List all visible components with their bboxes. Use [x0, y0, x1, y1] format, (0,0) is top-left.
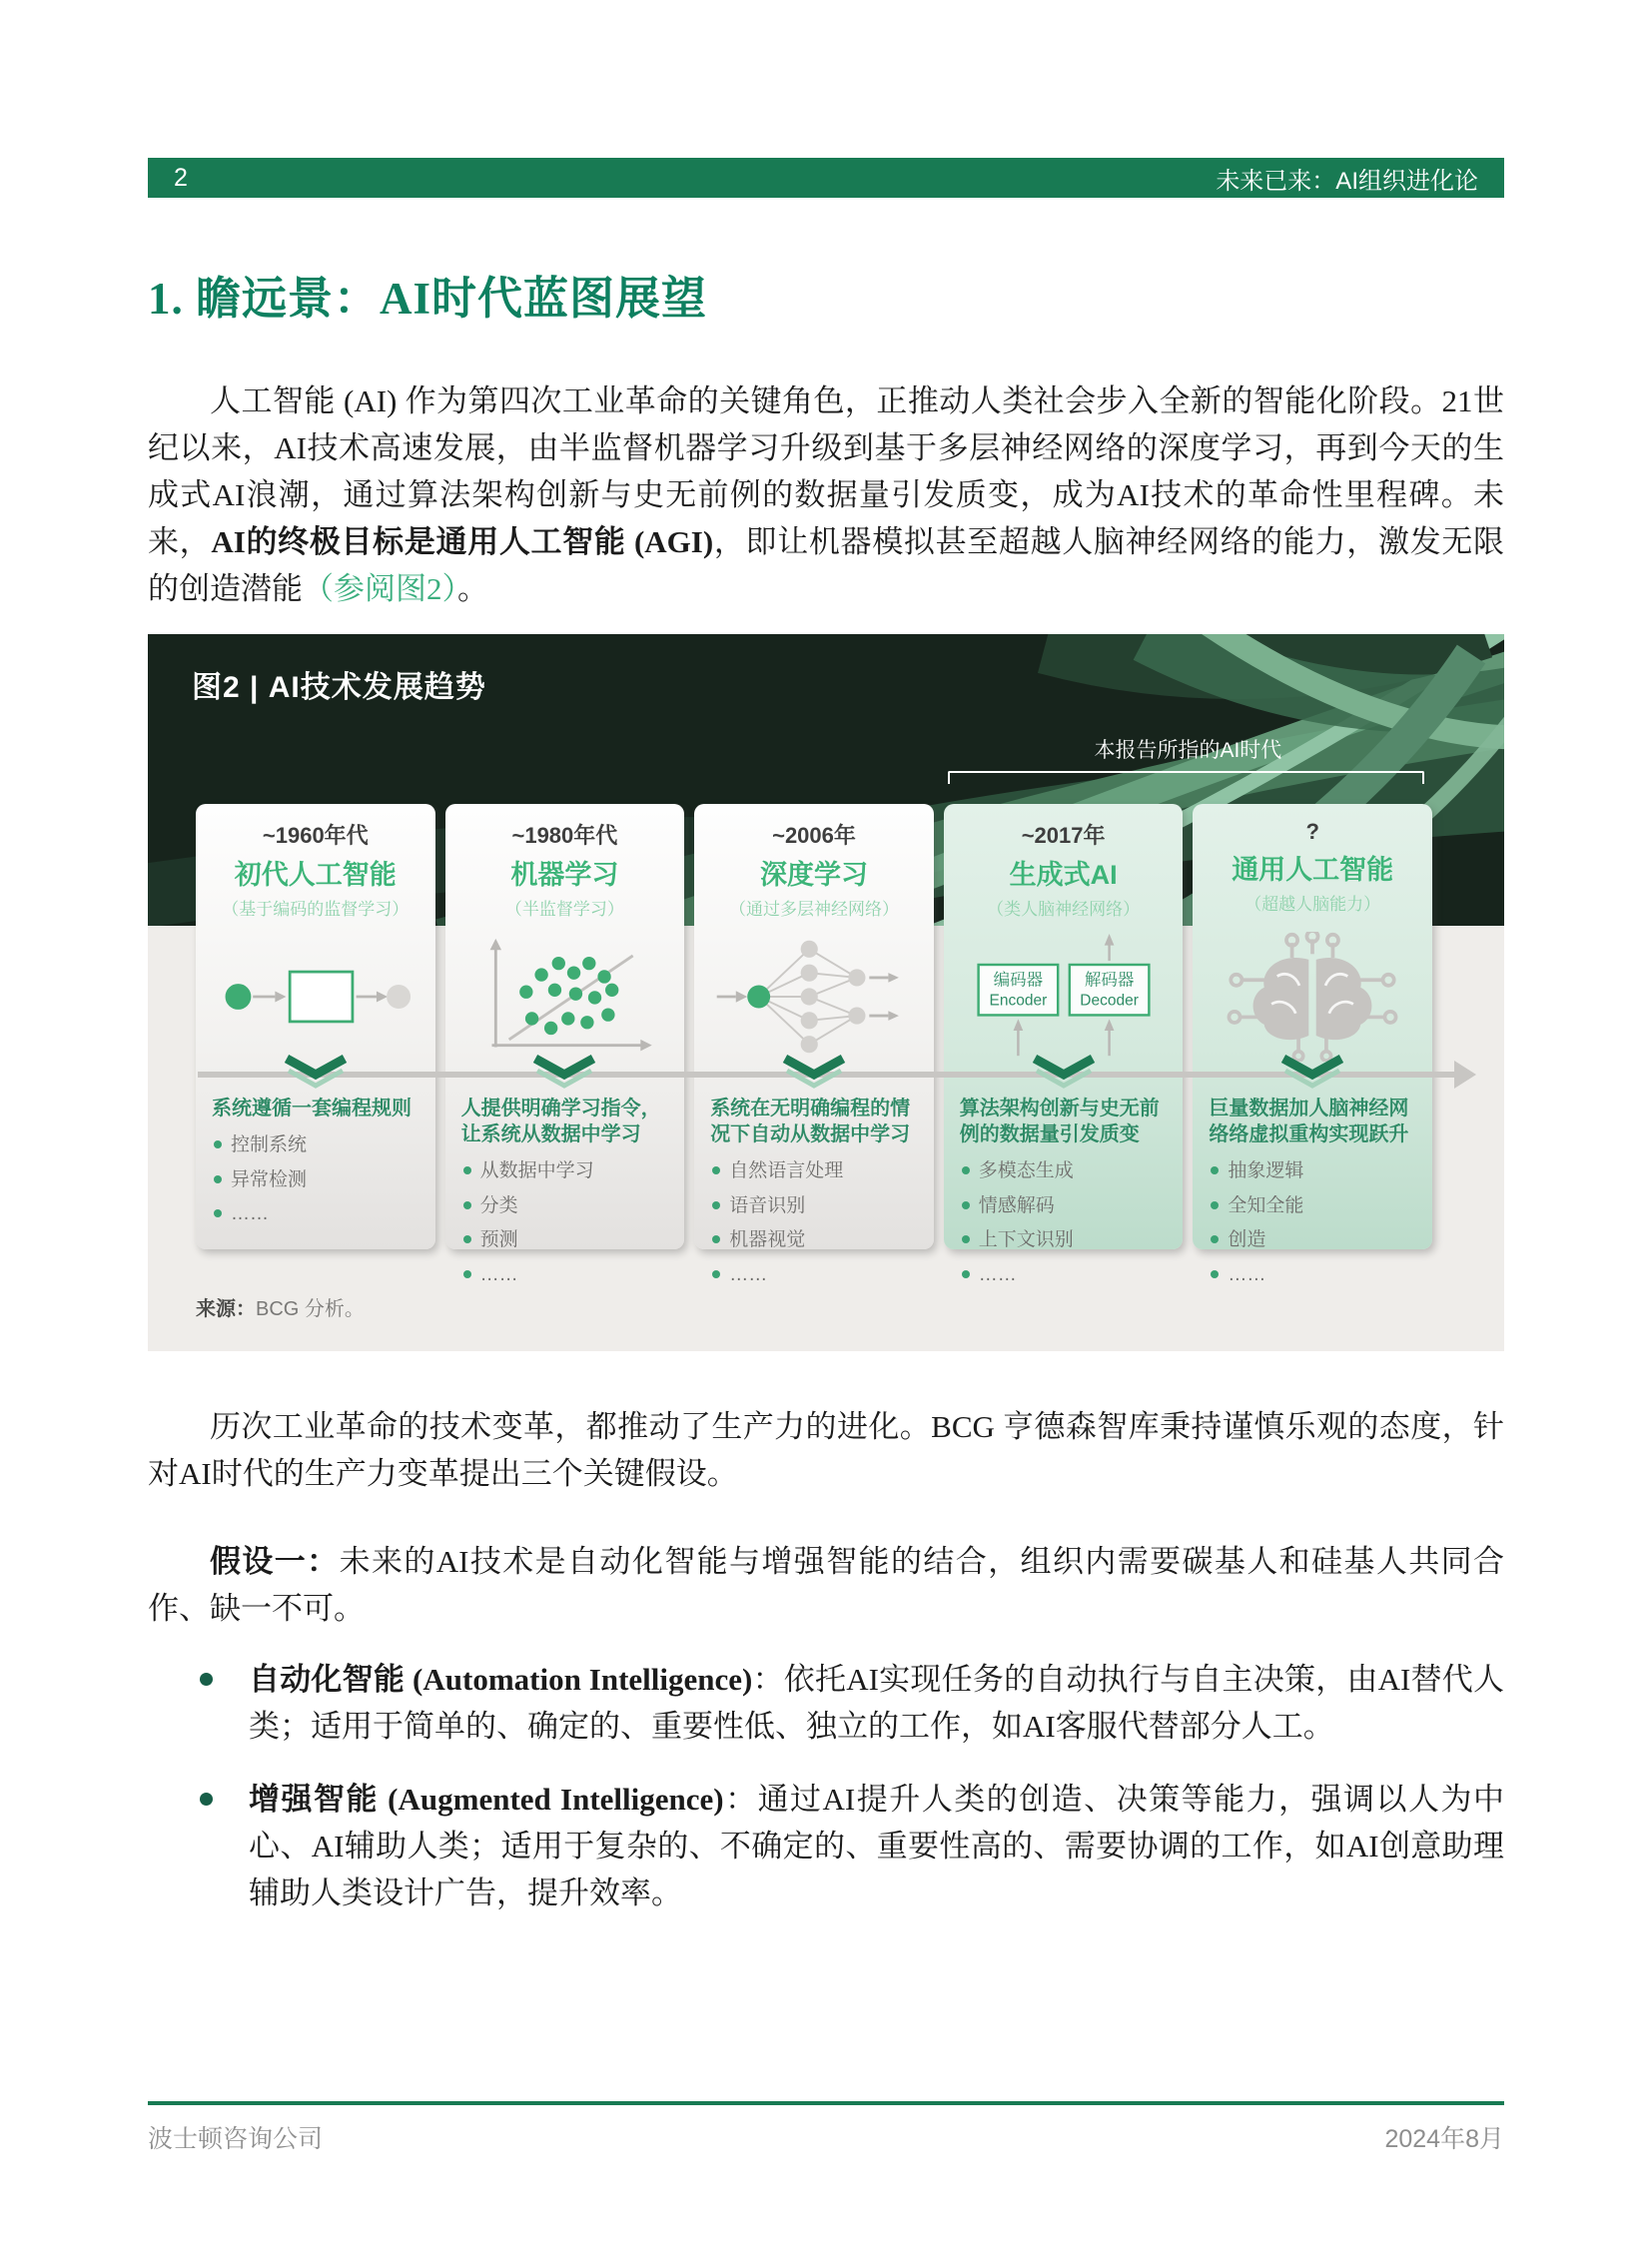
card-bullet	[960, 1261, 1170, 1289]
card-subtitle: （类人脑神经网络）	[987, 900, 1141, 920]
card-bullet	[461, 1192, 671, 1220]
encoder-label-en: Encoder	[989, 993, 1047, 1011]
neural-network-icon	[709, 935, 919, 1059]
card-date: ~1980年代	[511, 823, 618, 849]
bullet-dot-icon	[463, 1235, 471, 1243]
card-machine-learning	[445, 804, 685, 1285]
chevron-down-icon	[1031, 1055, 1097, 1091]
card-description: 算法架构创新与史无前例的数据量引发质变	[959, 1098, 1160, 1146]
card-description: 系统在无明确编程的情况下自动从数据中学习	[710, 1098, 911, 1146]
card-bullet-text: ……	[231, 1203, 269, 1225]
chevron-down-icon	[1279, 1055, 1345, 1091]
card-icon-wrap	[944, 924, 1184, 1070]
card-bullet-text: 机器视觉	[729, 1229, 806, 1251]
bullet-dot-icon	[712, 1166, 720, 1174]
card-bullet-text: 控制系统	[231, 1134, 308, 1156]
bullet-dot-icon	[214, 1209, 222, 1217]
page-number: 2	[174, 163, 188, 192]
card-date: ~2017年	[1021, 823, 1106, 849]
card-bullet	[1209, 1226, 1418, 1254]
chevron-down-icon	[781, 1055, 847, 1091]
card-bullet	[710, 1226, 920, 1254]
card-agi	[1193, 804, 1432, 1285]
list-item-text	[249, 1656, 1504, 1750]
card-date: ~1960年代	[262, 823, 369, 849]
card-bullet-text: ……	[729, 1263, 768, 1285]
chevron-down-icon	[531, 1055, 597, 1091]
card-head	[196, 804, 435, 924]
card-bullet-list	[1209, 1157, 1418, 1288]
card-bullet	[212, 1131, 421, 1159]
page-footer	[148, 2101, 1504, 2155]
card-icon-wrap	[445, 924, 685, 1070]
card-bullet	[212, 1166, 421, 1194]
card-bullet-list	[710, 1157, 920, 1288]
bullet-dot-icon	[200, 1793, 213, 1806]
card-bullet	[461, 1261, 671, 1289]
card-head	[1193, 804, 1432, 924]
card-bullet-list	[212, 1131, 421, 1228]
bullet-dot-icon	[1211, 1201, 1219, 1209]
era-annotation-row	[196, 734, 1432, 784]
card-early-ai	[196, 804, 435, 1249]
bullet-dot-icon	[1211, 1235, 1219, 1243]
bullet-dot-icon	[214, 1140, 222, 1148]
card-bullet	[461, 1226, 671, 1254]
figure-title: 图2 | AI技术发展趋势	[192, 671, 486, 705]
card-bullet-text: 全知全能	[1228, 1194, 1304, 1216]
text-run: 。	[457, 571, 488, 607]
card-description: 人提供明确学习指令，让系统从数据中学习	[460, 1098, 661, 1146]
card-icon-wrap	[196, 924, 435, 1070]
figure-2	[148, 634, 1504, 1351]
bullet-dot-icon	[962, 1201, 970, 1209]
body-paragraph-hypothesis	[148, 1538, 1504, 1632]
bullet-dot-icon	[962, 1235, 970, 1243]
card-subtitle: （基于编码的监督学习）	[222, 900, 410, 920]
card-bullet-list	[461, 1157, 671, 1288]
card-icon-wrap	[1193, 924, 1432, 1070]
list-item-automation-intelligence	[200, 1656, 1504, 1750]
card-title: 深度学习	[759, 860, 868, 891]
card-bullet	[1209, 1192, 1418, 1220]
bullet-dot-icon	[463, 1270, 471, 1278]
bullet-dot-icon	[463, 1166, 471, 1174]
card-bullet-text: 分类	[479, 1194, 518, 1216]
text-run: ：依托AI实现任务的自动执行与自主决策，由AI替代人类；适用于简单的、确定的、重要性低、独立的工作，如AI客服代替部分人工。	[249, 1661, 1505, 1744]
text-run: ：通过AI提升人类的创造、决策等能力，强调以人为中心、AI辅助人类；适用于复杂的、不确定的、重要性高的、需要协调的工作，如AI创意助理辅助人类设计广告，提升效率。	[249, 1781, 1504, 1911]
body-paragraph-2	[148, 1403, 1504, 1497]
era-label: 本报告所指的AI时代	[1094, 739, 1282, 763]
card-icon-wrap	[694, 924, 934, 1070]
card-bullet-text: 创造	[1228, 1229, 1266, 1251]
card-description: 系统遵循一套编程规则	[212, 1098, 412, 1120]
decoder-label-cn: 解码器	[1084, 971, 1134, 990]
list-item-text	[249, 1776, 1504, 1916]
card-bullet	[960, 1157, 1170, 1185]
chevron-down-icon	[283, 1055, 349, 1091]
bullet-dot-icon	[962, 1166, 970, 1174]
card-bullet-text: 抽象逻辑	[1228, 1160, 1304, 1182]
card-head	[445, 804, 685, 924]
card-body	[196, 1092, 435, 1249]
flow-diagram-icon	[211, 937, 420, 1057]
card-bullet-text: 从数据中学习	[479, 1160, 594, 1182]
card-subtitle: （通过多层神经网络）	[728, 900, 899, 920]
card-bullet-list	[960, 1157, 1170, 1288]
card-title: 机器学习	[510, 860, 619, 891]
card-bullet-text: ……	[978, 1263, 1017, 1285]
card-bullet	[710, 1157, 920, 1185]
card-bullet	[1209, 1261, 1418, 1289]
card-bullet-text: ……	[479, 1263, 518, 1285]
card-bullet-text: 上下文识别	[978, 1229, 1074, 1251]
card-head	[944, 804, 1184, 924]
card-head	[694, 804, 934, 924]
bullet-dot-icon	[962, 1270, 970, 1278]
bullet-dot-icon	[200, 1673, 213, 1686]
bullet-dot-icon	[712, 1201, 720, 1209]
encoder-decoder-icon	[957, 932, 1171, 1062]
card-bullet-text: 多模态生成	[978, 1160, 1074, 1182]
encoder-label-cn: 编码器	[993, 971, 1043, 990]
bullet-dot-icon	[214, 1175, 222, 1183]
card-bullet	[461, 1157, 671, 1185]
running-title: 未来已来：AI组织进化论	[1216, 167, 1478, 195]
scatter-plot-icon	[459, 935, 669, 1059]
card-bullet-text: 预测	[479, 1229, 518, 1251]
card-generative-ai	[944, 804, 1184, 1285]
text-run: 未来的AI技术是自动化智能与增强智能的结合，组织内需要碳基人和硅基人共同合作、缺一不可。	[148, 1543, 1504, 1626]
text-run: ，即让机器模拟甚至超越人脑神经网络的能力，激发无限的创造潜能	[148, 524, 1505, 607]
card-bullet	[960, 1192, 1170, 1220]
bullet-dot-icon	[712, 1235, 720, 1243]
card-subtitle: （半监督学习）	[504, 900, 624, 920]
bullet-dot-icon	[1211, 1270, 1219, 1278]
card-date: ?	[1305, 819, 1319, 845]
card-title: 初代人工智能	[234, 860, 397, 891]
card-bullet	[212, 1200, 421, 1228]
bullet-dot-icon	[1211, 1166, 1219, 1174]
card-title: 通用人工智能	[1232, 855, 1394, 886]
list-item-augmented-intelligence	[200, 1776, 1504, 1916]
decoder-label-en: Decoder	[1079, 993, 1139, 1011]
emphasis-text: 自动化智能 (Automation Intelligence)	[249, 1661, 753, 1697]
footer-company: 波士顿咨询公司	[148, 2125, 324, 2153]
card-bullet	[1209, 1157, 1418, 1185]
page-header-bar	[148, 158, 1504, 198]
source-label: 来源：	[196, 1298, 256, 1321]
bullet-dot-icon	[712, 1270, 720, 1278]
figure-source	[196, 1292, 365, 1321]
card-bullet-text: 语音识别	[729, 1194, 806, 1216]
card-bullet	[710, 1261, 920, 1289]
bullet-dot-icon	[463, 1201, 471, 1209]
figure-reference-link[interactable]: （参阅图2）	[303, 571, 457, 607]
card-title: 生成式AI	[1009, 860, 1118, 891]
card-body	[944, 1092, 1184, 1285]
era-annotation	[944, 734, 1432, 784]
card-bullet	[960, 1226, 1170, 1254]
card-subtitle: （超越人脑能力）	[1244, 895, 1381, 915]
emphasis-text: 增强智能 (Augmented Intelligence)	[249, 1781, 724, 1817]
card-bullet-text: 情感解码	[978, 1194, 1055, 1216]
emphasis-text: AI的终极目标是通用人工智能 (AGI)	[211, 524, 714, 560]
card-description: 巨量数据加人脑神经网络络虚拟重构实现跃升	[1209, 1098, 1409, 1146]
intelligence-types-list	[148, 1656, 1504, 1917]
section-title: 1. 瞻远景：AI时代蓝图展望	[148, 274, 708, 324]
card-body	[1193, 1092, 1432, 1285]
source-text: BCG 分析。	[256, 1298, 365, 1321]
card-bullet	[710, 1192, 920, 1220]
text-run: 历次工业革命的技术变革，都推动了生产力的进化。BCG 亨德森智库秉持谨慎乐观的态度，针对AI时代的生产力变革提出三个关键假设。	[148, 1409, 1504, 1492]
footer-date: 2024年8月	[1384, 2125, 1504, 2153]
card-body	[445, 1092, 685, 1285]
era-bracket	[948, 771, 1424, 784]
timeline-cards-row	[196, 804, 1432, 1285]
card-bullet-text: ……	[1228, 1263, 1266, 1285]
card-body	[694, 1092, 934, 1285]
text-run: 人工智能 (AI) 作为第四次工业革命的关键角色，正推动人类社会步入全新的智能化阶段。21世纪以来，AI技术高速发展，由半监督机器学习升级到基于多层神经网络的深度学习，再到今天的生成式AI浪潮，通过算法架构创新与史无前例的数据量引发质变，成为AI技术的革命性里程碑。未来，	[148, 382, 1504, 560]
card-date: ~2006年	[772, 823, 856, 849]
emphasis-text: 假设一：	[210, 1543, 340, 1579]
intro-paragraph	[148, 377, 1504, 613]
card-bullet-text: 异常检测	[231, 1168, 308, 1190]
card-bullet-text: 自然语言处理	[729, 1160, 844, 1182]
card-deep-learning	[694, 804, 934, 1285]
brain-circuit-icon	[1208, 932, 1417, 1062]
